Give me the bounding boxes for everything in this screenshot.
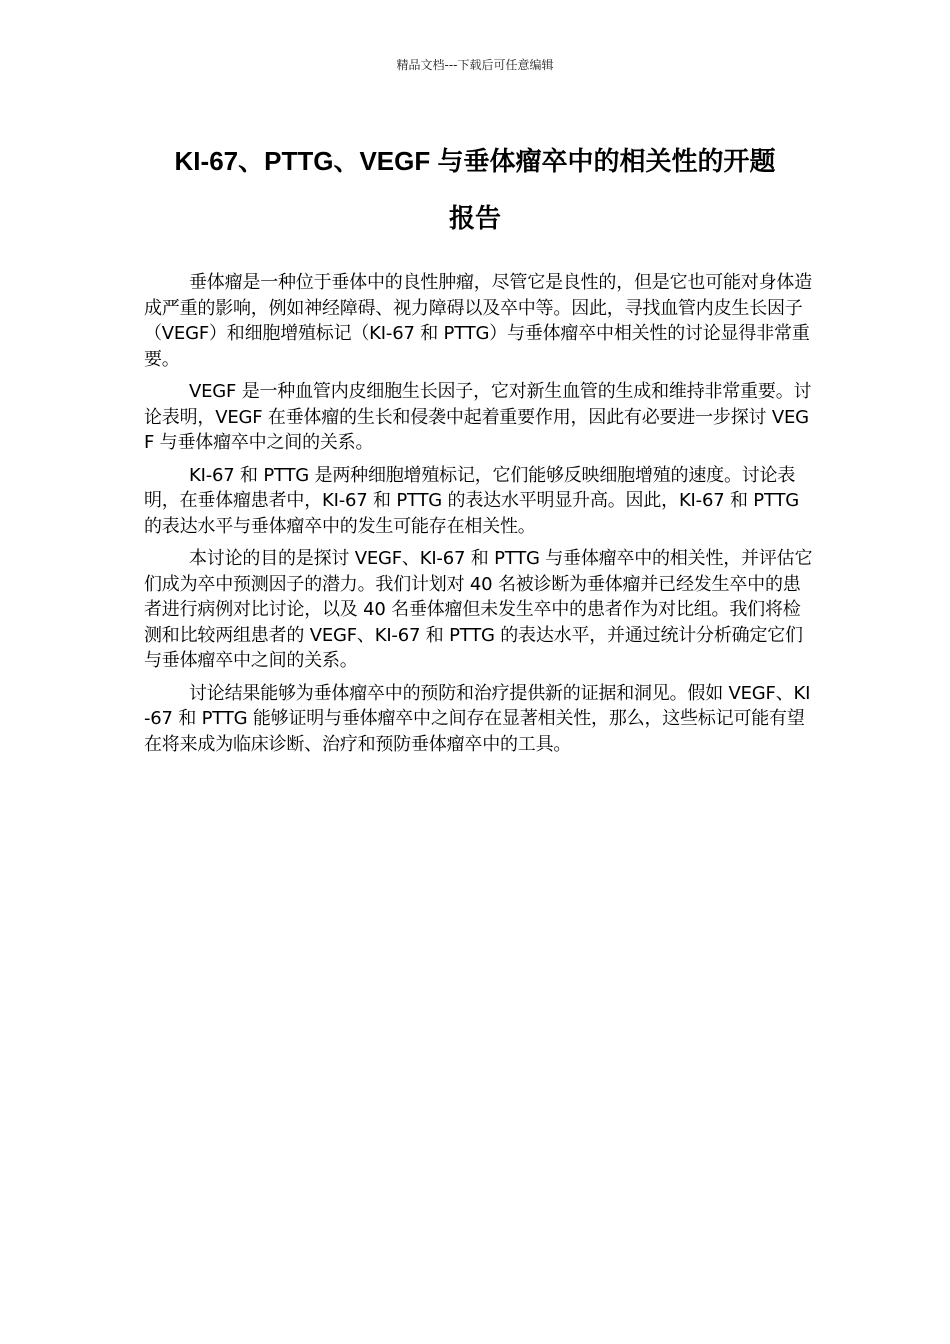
- paragraph-vegf: VEGF 是一种血管内皮细胞生长因子，它对新生血管的生成和维持非常重要。讨论表明，VEGF 在垂体瘤的生长和侵袭中起着重要作用，因此有必要进一步探讨 VEGF 与垂体瘤卒中之间的关系。: [144, 381, 812, 453]
- title-line-1: KI-67、PTTG、VEGF 与垂体瘤卒中的相关性的开题: [174, 146, 776, 176]
- paragraph-ki67-pttg: KI-67 和 PTTG 是两种细胞增殖标记，它们能够反映细胞增殖的速度。讨论表明，在垂体瘤患者中，KI-67 和 PTTG 的表达水平明显升高。因此，KI-67 和 PTTG 的表达水平与垂体瘤卒中的发生可能存在相关性。: [144, 464, 799, 537]
- document-body: [144, 270, 816, 764]
- page-header: 精品文档---下载后可任意编辑: [396, 58, 554, 72]
- paragraph-conclusion: 讨论结果能够为垂体瘤卒中的预防和治疗提供新的证据和洞见。假如 VEGF、KI-67 和 PTTG 能够证明与垂体瘤卒中之间存在显著相关性，那么，这些标记可能有望在将来成为临床诊断、治疗和预防垂体瘤卒中的工具。: [144, 682, 811, 755]
- paragraph-study-design: 本讨论的目的是探讨 VEGF、KI-67 和 PTTG 与垂体瘤卒中的相关性，并评估它们成为卒中预测因子的潜力。我们计划对 40 名被诊断为垂体瘤并已经发生卒中的患者进行病例对比讨论，以及 40 名垂体瘤但未发生卒中的患者作为对比组。我们将检测和比较两组患者的 VEGF、KI-67 和 PTTG 的表达水平，并通过统计分析确定它们与垂体瘤卒中之间的关系。: [144, 548, 813, 671]
- paragraph-introduction: 垂体瘤是一种位于垂体中的良性肿瘤，尽管它是良性的，但是它也可能对身体造成严重的影响，例如神经障碍、视力障碍以及卒中等。因此，寻找血管内皮生长因子（VEGF）和细胞增殖标记（KI-67 和 PTTG）与垂体瘤卒中相关性的讨论显得非常重要。: [144, 272, 812, 370]
- title-line-2: 报告: [448, 203, 501, 233]
- document-title: [140, 133, 810, 247]
